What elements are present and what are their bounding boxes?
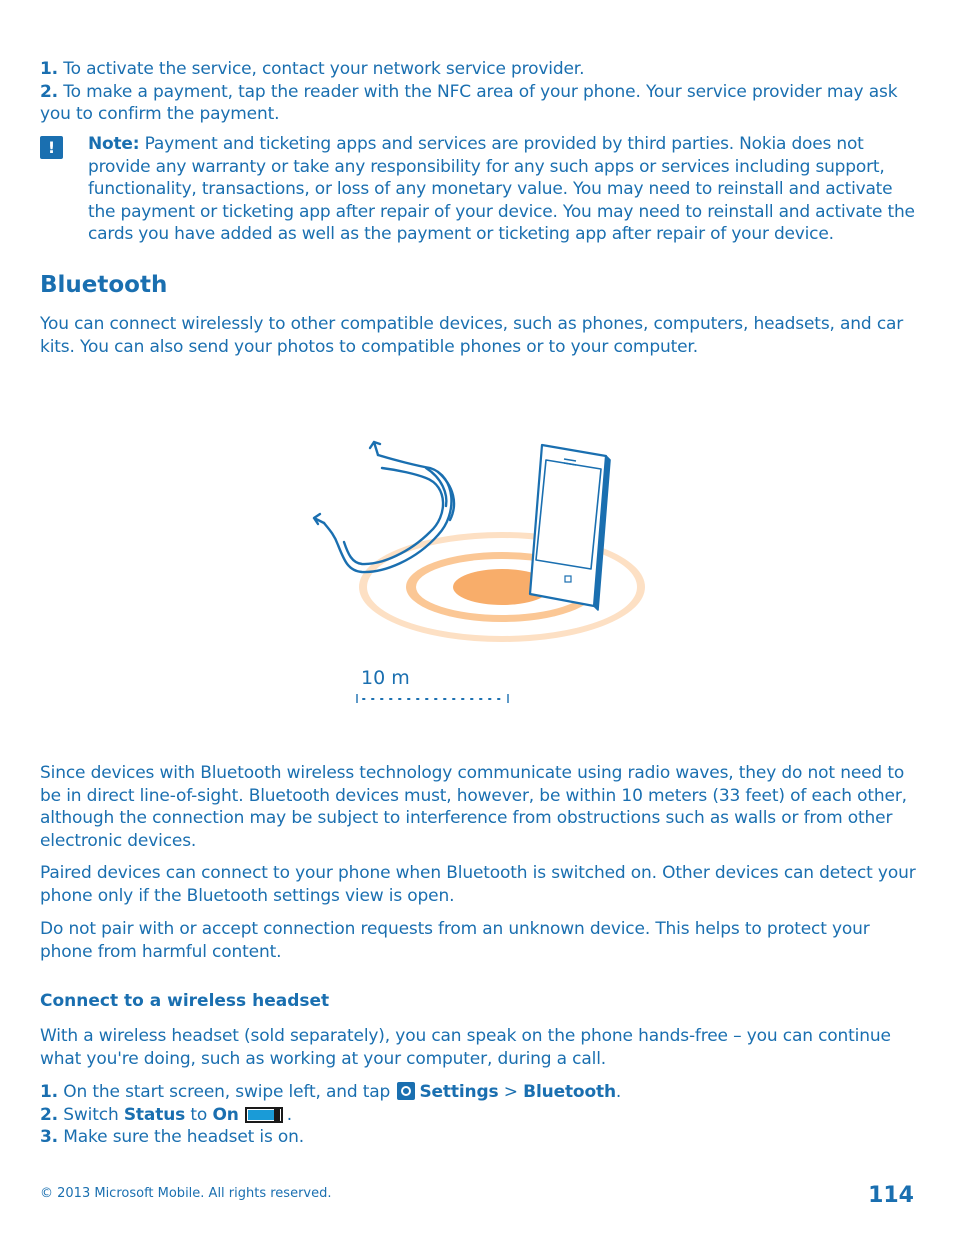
status-label: Status (123, 1104, 186, 1125)
toggle-on-icon (245, 1107, 283, 1123)
settings-label: Settings (419, 1082, 499, 1102)
section-heading-bluetooth: Bluetooth (40, 272, 168, 298)
bluetooth-label: Bluetooth (523, 1082, 616, 1102)
step-number: 1. (40, 59, 58, 79)
headset-section (40, 1025, 920, 1149)
nfc-step-2 (40, 81, 920, 126)
settings-icon (397, 1082, 415, 1100)
step-number: 2. (40, 81, 58, 102)
page-number: 114 (868, 1183, 914, 1208)
info-paragraph-1: Since devices with Bluetooth wireless technology communicate using radio waves, they do not need to be in direct line-of-sight. Bluetooth devices must, however, be within 10 meters (33 feet) of each other, although the connection may be subject to interference from obstructions such as walls or from other electronic devices. (40, 763, 907, 851)
step-text: To make a payment, tap the reader with the NFC area of your phone. Your service provider may ask you to confirm the payment. (40, 81, 898, 124)
path-separator: > (503, 1082, 518, 1102)
step-number: 2. (40, 1104, 58, 1125)
on-label: On (212, 1104, 239, 1125)
step-text: To activate the service, contact your network service provider. (63, 59, 585, 79)
note-body: Payment and ticketing apps and services are provided by third parties. Nokia does not provide any warranty or take any responsibility for any such apps or services including support, functionality, transactions, or loss of any monetary value. You may need to reinstall and activate the payment or ticketing app after repair of your device. You may need to reinstall and activate the cards you have added as well as the payment or ticketing app after repair of your device. (88, 134, 915, 244)
step-text: Switch (63, 1104, 119, 1125)
step-number: 3. (40, 1127, 58, 1147)
note-text (88, 133, 920, 246)
info-paragraph-2: Paired devices can connect to your phone when Bluetooth is switched on. Other devices can detect your phone only if the Bluetooth settings view is open. (40, 863, 916, 906)
step-text: to (190, 1104, 208, 1125)
step-end: . (286, 1104, 292, 1125)
info-paragraph-3: Do not pair with or accept connection requests from an unknown device. This helps to protect your phone from harmful content. (40, 919, 870, 962)
step-end: . (615, 1082, 622, 1102)
copyright-footer: © 2013 Microsoft Mobile. All rights reserved. (40, 1186, 332, 1201)
phone-icon (530, 445, 610, 610)
intro-text: You can connect wirelessly to other compatible devices, such as phones, computers, headsets, and car kits. You can also send your photos to compatible phones or to your computer. (40, 314, 904, 357)
step-number: 1. (40, 1082, 58, 1102)
nfc-step-1 (40, 58, 920, 81)
step-text: On the start screen, swipe left, and tap (63, 1082, 391, 1102)
distance-label: 10 m (361, 667, 410, 689)
headset-step-2 (40, 1104, 920, 1127)
headset-step-3 (40, 1126, 920, 1149)
headset-intro: With a wireless headset (sold separately), you can speak on the phone hands-free – you can continue what you're doing, such as working at your computer, during a call. (40, 1026, 891, 1069)
bluetooth-range-illustration (290, 420, 670, 720)
subsection-heading-headset: Connect to a wireless headset (40, 991, 330, 1011)
note-label: Note: (88, 134, 140, 154)
headset-step-1 (40, 1081, 920, 1104)
step-text: Make sure the headset is on. (63, 1127, 305, 1147)
exclamation-icon: ! (40, 136, 63, 159)
bluetooth-info (40, 762, 920, 963)
bluetooth-intro (40, 313, 920, 358)
nfc-steps (40, 58, 920, 126)
